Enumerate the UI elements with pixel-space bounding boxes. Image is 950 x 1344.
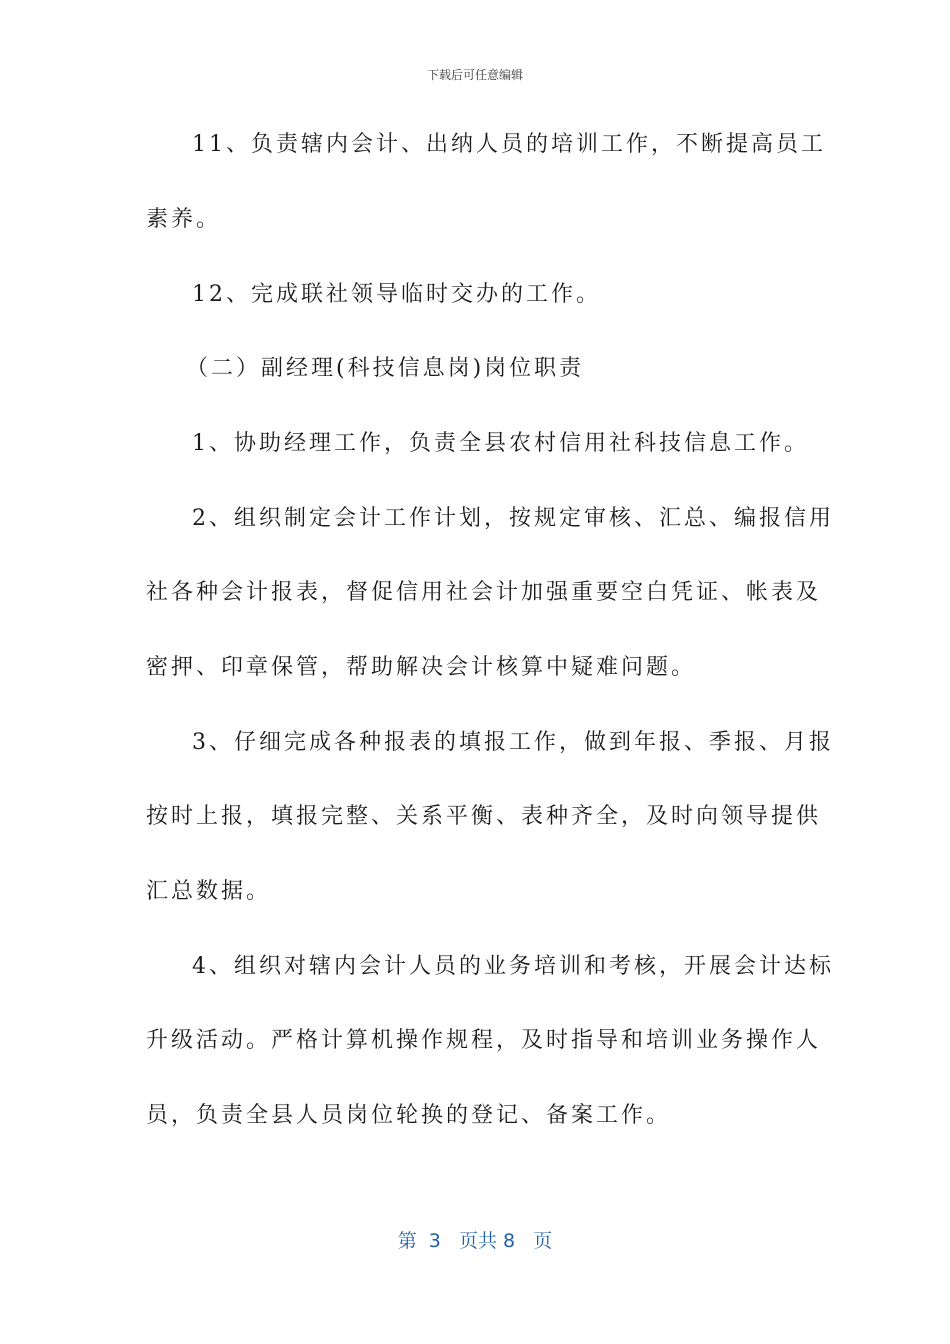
paragraph-line: 1、协助经理工作，负责全县农村信用社科技信息工作。	[192, 431, 809, 456]
section-heading: （二）副经理(科技信息岗)岗位职责	[186, 356, 585, 381]
paragraph-line: 密押、印章保管，帮助解决会计核算中疑难问题。	[146, 655, 697, 680]
paragraph-line: 4、组织对辖内会计人员的业务培训和考核，开展会计达标	[192, 954, 834, 979]
paragraph-line: 社各种会计报表，督促信用社会计加强重要空白凭证、帐表及	[146, 580, 822, 605]
paragraph-line: 汇总数据。	[146, 879, 272, 904]
paragraph-line: 素养。	[146, 207, 222, 232]
page-header: 下载后可任意编辑	[426, 68, 523, 82]
page-number-footer: 第 3 页共 8 页	[397, 1230, 553, 1252]
paragraph-line: 员，负责全县人员岗位轮换的登记、备案工作。	[146, 1103, 672, 1128]
paragraph-line: 3、仔细完成各种报表的填报工作，做到年报、季报、月报	[192, 730, 834, 755]
paragraph-line: 2、组织制定会计工作计划，按规定审核、汇总、编报信用	[192, 506, 834, 531]
paragraph-line: 12、完成联社领导临时交办的工作。	[192, 282, 601, 307]
paragraph-line: 按时上报，填报完整、关系平衡、表种齐全，及时向领导提供	[146, 804, 822, 829]
paragraph-line: 升级活动。严格计算机操作规程，及时指导和培训业务操作人	[146, 1028, 822, 1053]
paragraph-line: 11、负责辖内会计、出纳人员的培训工作，不断提高员工	[192, 132, 826, 157]
